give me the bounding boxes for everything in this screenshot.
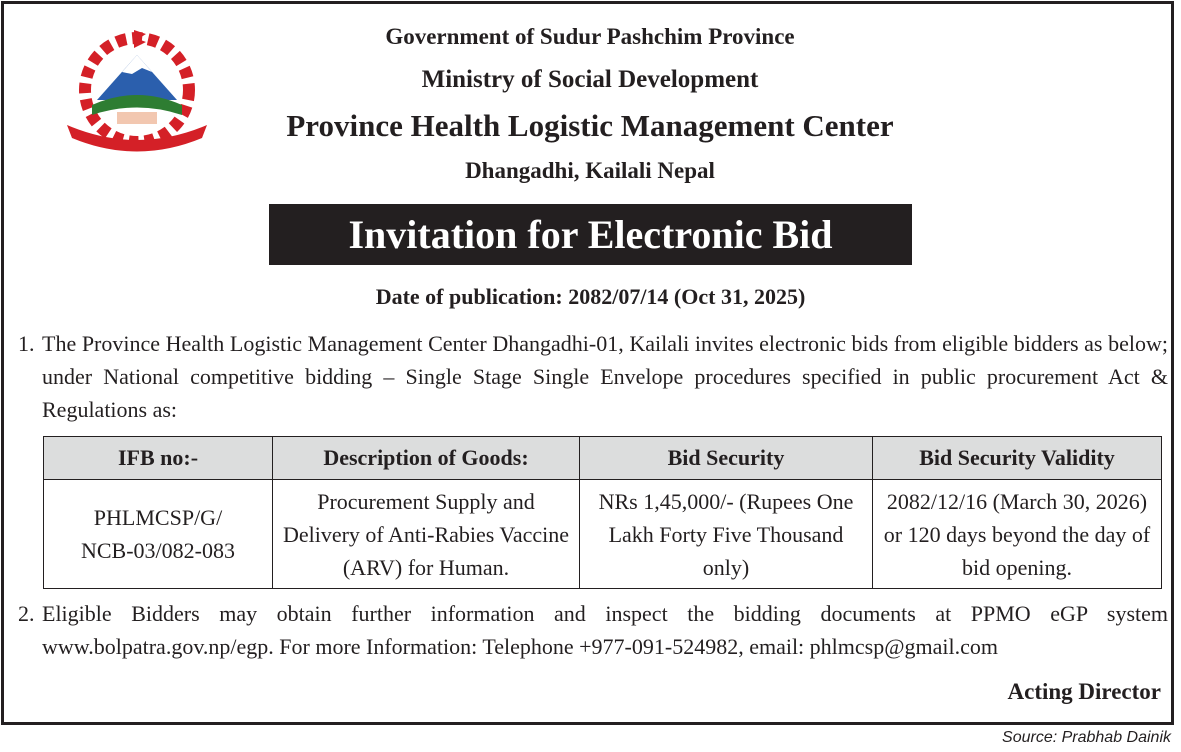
header-location: Dhangadhi, Kailali Nepal bbox=[465, 158, 715, 183]
text: Eligible Bidders may obtain further information and inspect the bidding documents at PPMO eGP system bbox=[42, 601, 1168, 626]
bid-table bbox=[43, 436, 1162, 589]
bid-security-cell: NRs 1,45,000/- (Rupees One Lakh Forty Five Thousand only) bbox=[580, 480, 873, 589]
paragraph-text bbox=[42, 597, 1168, 663]
header-government: Government of Sudur Pashchim Province bbox=[385, 24, 795, 49]
column-header: Description of Goods: bbox=[273, 437, 580, 480]
validity-cell: 2082/12/16 (March 30, 2026) or 120 days beyond the day of bid opening. bbox=[873, 480, 1162, 589]
paragraph-number: 2. bbox=[18, 601, 35, 626]
nepal-emblem-icon bbox=[62, 30, 212, 155]
column-header: Bid Security Validity bbox=[873, 437, 1162, 480]
column-header: IFB no:- bbox=[44, 437, 273, 480]
header-ministry: Ministry of Social Development bbox=[421, 66, 759, 93]
paragraph-text: The Province Health Logistic Management Center Dhangadhi-01, Kailali invites electronic bids from eligible bidders as below; under National competitive bidding – Single Stage Single Envelope procedures specified in public procurement Act & Regulations as: bbox=[42, 331, 1168, 422]
column-header: Bid Security bbox=[580, 437, 873, 480]
publication-date: Date of publication: 2082/07/14 (Oct 31, 2025) bbox=[375, 284, 806, 309]
table-row bbox=[44, 480, 1162, 589]
header-center: Province Health Logistic Management Center bbox=[286, 108, 894, 143]
source-credit: Source: Prabhab Dainik bbox=[1002, 729, 1171, 746]
notice-title: Invitation for Electronic Bid bbox=[269, 204, 912, 265]
signature: Acting Director bbox=[1007, 679, 1161, 704]
text: . For more Information: Telephone +977-091-524982, email: phlmcsp@gmail.com bbox=[268, 634, 998, 659]
ifb-number-cell: PHLMCSP/G/ NCB-03/082-083 bbox=[44, 480, 273, 589]
paragraph-2 bbox=[18, 597, 1168, 663]
paragraph-1 bbox=[18, 327, 1168, 426]
description-cell: Procurement Supply and Delivery of Anti-Rabies Vaccine (ARV) for Human. bbox=[273, 480, 580, 589]
table-header-row bbox=[44, 437, 1162, 480]
paragraph-number: 1. bbox=[18, 331, 35, 356]
egp-link[interactable]: www.bolpatra.gov.np/egp bbox=[42, 634, 269, 659]
